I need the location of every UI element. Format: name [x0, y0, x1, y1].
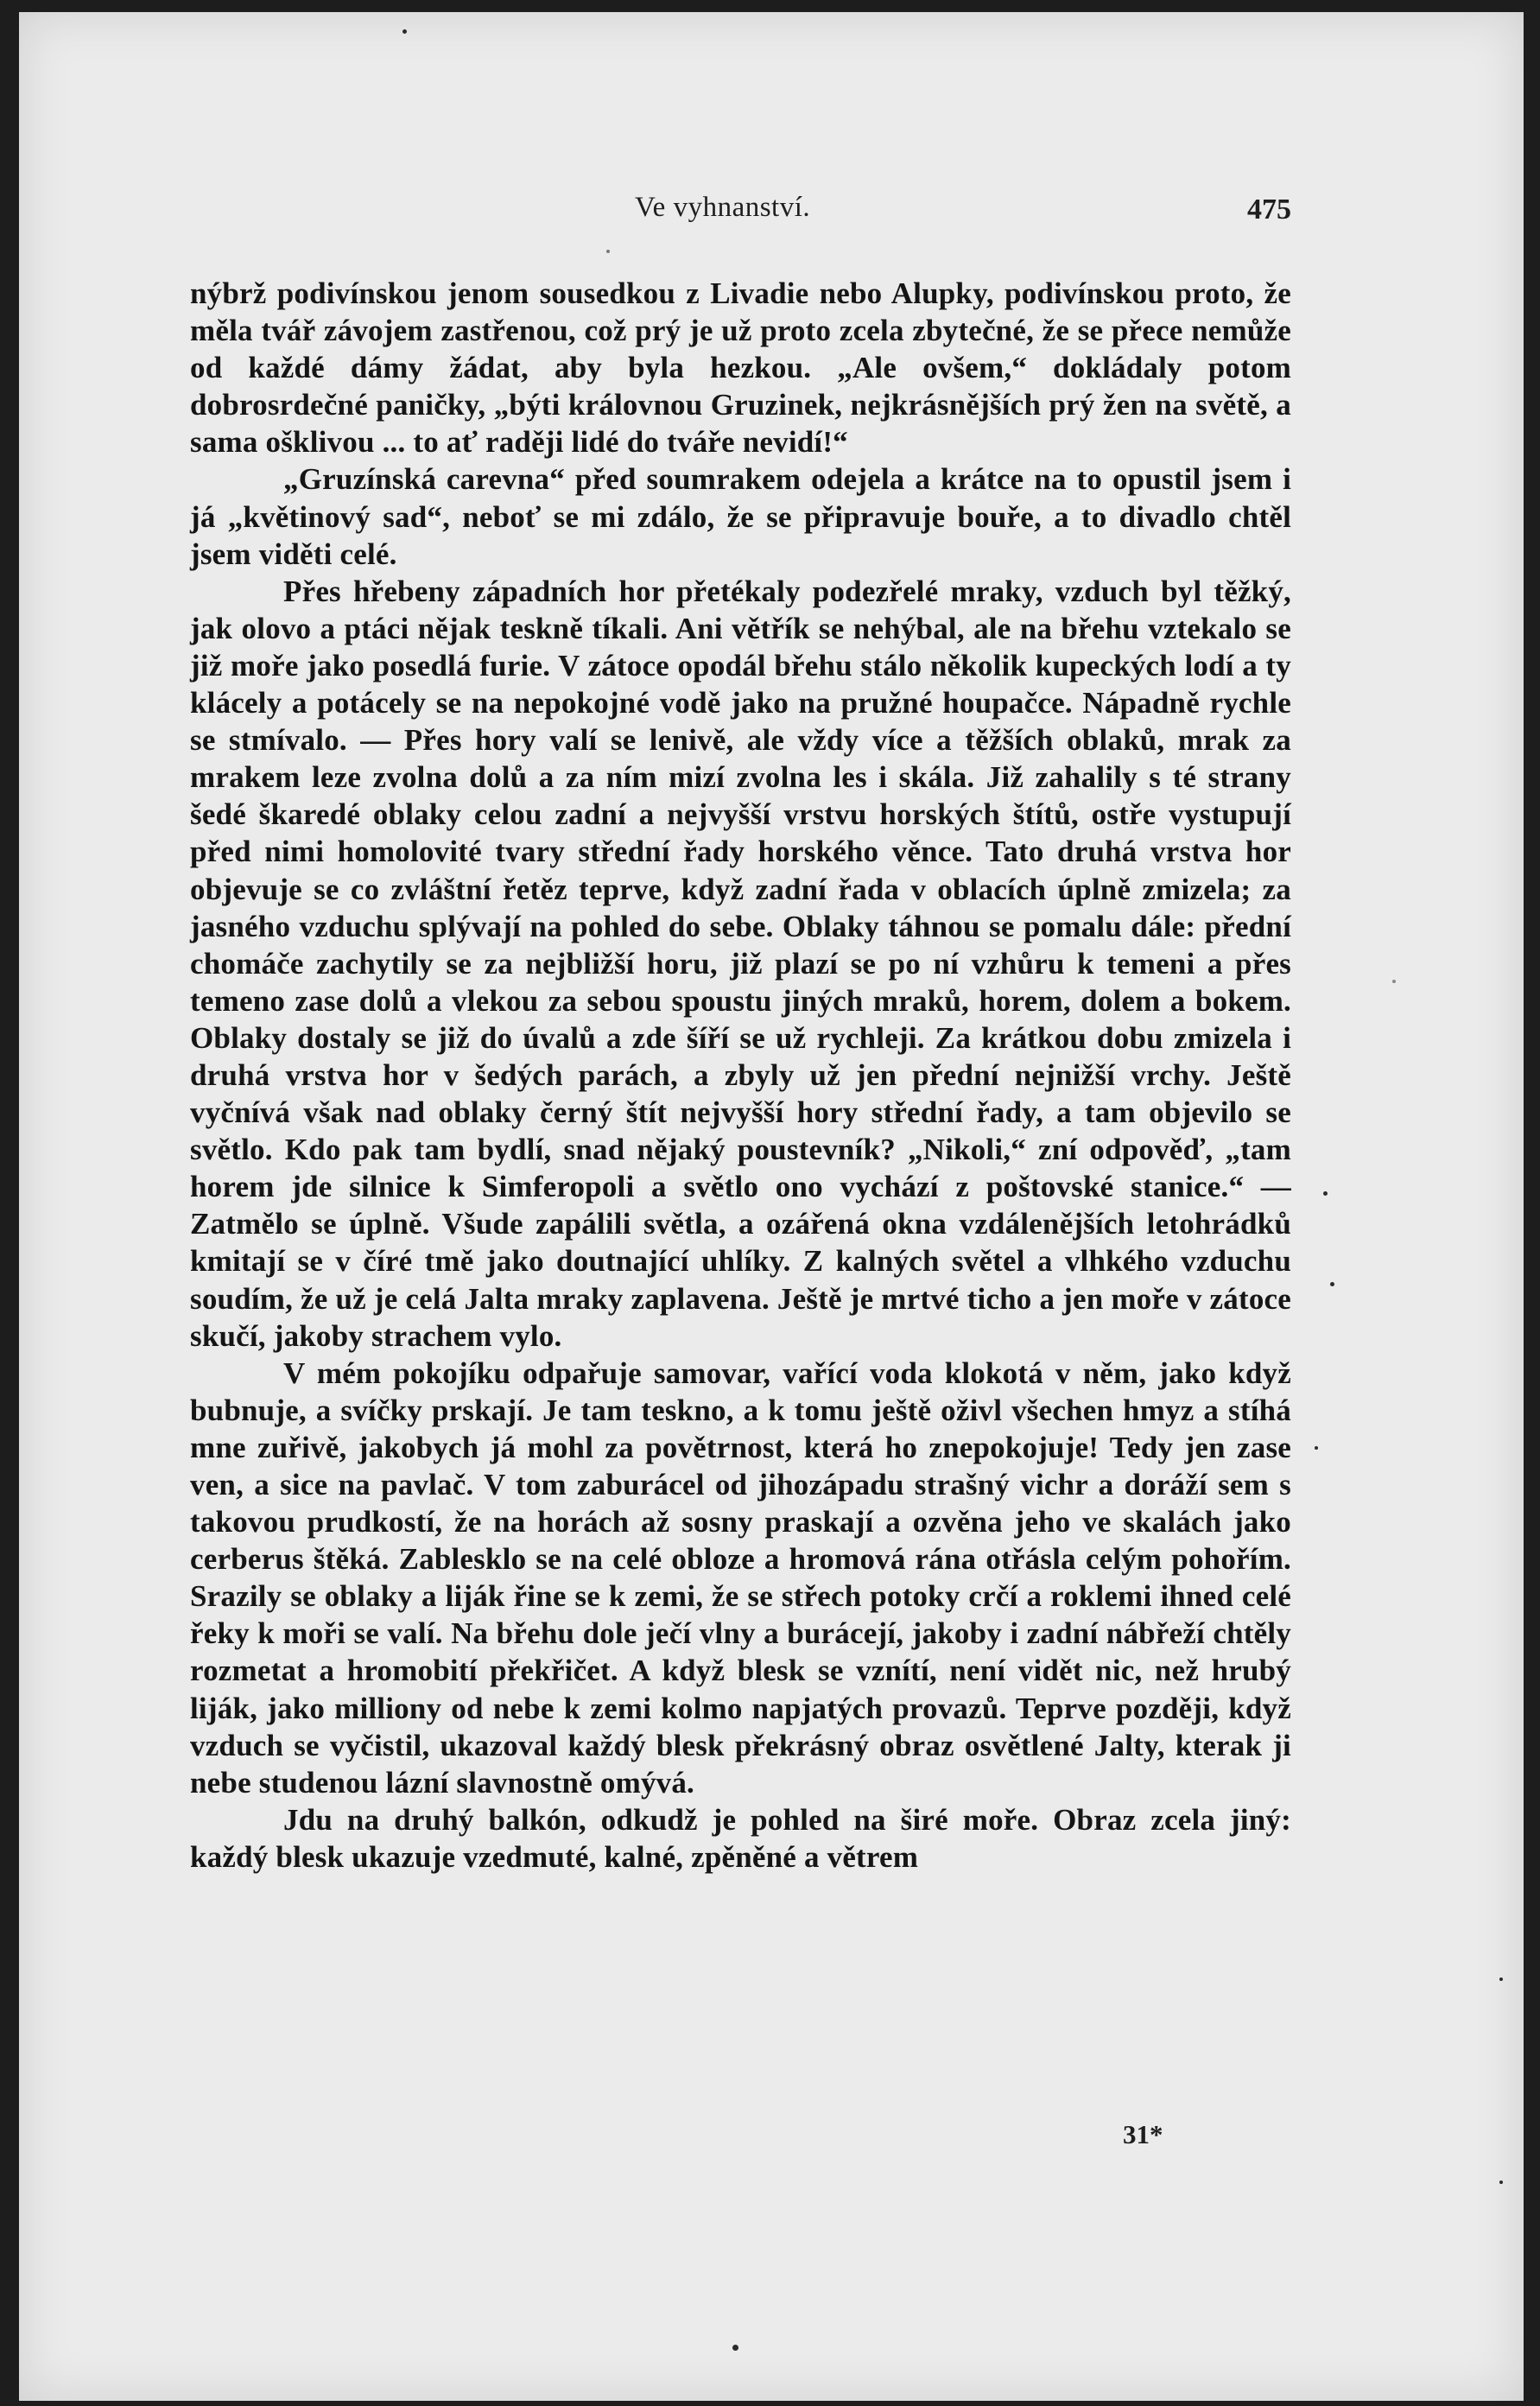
ink-speck	[1392, 980, 1396, 983]
running-title: Ve vyhnanství.	[635, 192, 811, 223]
paragraph: Jdu na druhý balkón, odkudž je pohled na širé moře. Obraz zcela jiný: každý blesk ukazuje vzedmuté, kalné, zpěněné a větrem	[190, 1802, 1291, 1874]
signature-mark: 31*	[1123, 2119, 1163, 2149]
paragraph: Přes hřebeny západních hor přetékaly podezřelé mraky, vzduch byl těžký, jak olovo a ptáci nějak teskně tíkali. Ani větřík se nehýbal, ale na břehu vztekalo se již moře jako posedlá furie. V zátoce opodál břehu stálo několik kupeckých lodí a ty klácely a potácely se na nepokojné vodě jako na pružné houpačce. Nápadně rychle se stmívalo. — Přes hory valí se lenivě, ale vždy více a těžších oblaků, mrak za mrakem leze zvolna dolů a za ním mizí zvolna les i skála. Již zahalily s té strany šedé škaredé oblaky celou zadní a nejvyšší vrstvu horských štítů, ostře vystupují před nimi homolovité tvary střední řady horského věnce. Tato druhá vrstva hor objevuje se co zvláštní řetěz teprve, když zadní řada v oblacích úplně zmizela; za jasného vzduchu splývají na pohled do sebe. Oblaky táhnou se pomalu dále: přední chomáče zachytily se za nejbližší horu, již plazí se po ní vzhůru k temeni a přes temeno zase dolů a vlekou za sebou spoustu jiných mraků, horem, dolem a bokem. Oblaky dostaly se již do úvalů a zde šíří se už rychleji. Za krátkou dobu zmizela i druhá vrstva hor v šedých parách, a zbyly už jen přední nejnižší vrchy. Ještě vyčnívá však nad oblaky černý štít nejvyšší hory střední řady, a tam objevilo se světlo. Kdo pak tam bydlí, snad nějaký poustevník? „Nikoli,“ zní odpověď, „tam horem jde silnice k Simferopoli a světlo ono vychází z poštovské stanice.“ — Zatmělo se úplně. Všude zapálili světla, a ozářená okna vzdálenějších letohrádků kmitají se v číré tmě jako doutnající uhlíky. Z kalných světel a vlhkého vzduchu soudím, že už je celá Jalta mraky zaplavena. Ještě je mrtvé ticho a jen moře v zátoce skučí, jakoby strachem vylo.	[190, 574, 1291, 1353]
ink-speck	[1323, 1191, 1328, 1196]
paragraph: V mém pokojíku odpařuje samovar, vařící voda klokotá v něm, jako když bubnuje, a svíčky prskají. Je tam teskno, a k tomu ještě oživl všechen hmyz a stíhá mne zuřivě, jakobych já mohl za povětrnost, která ho znepokojuje! Tedy jen zase ven, a sice na pavlač. V tom zaburácel od jihozápadu strašný vichr a doráží sem s takovou prudkostí, že na horách až sosny praskají a ozvěna jeho ve skalách jako cerberus štěká. Zablesklo se na celé obloze a hromová rána otřásla celým pohořím. Srazily se oblaky a liják řine se k zemi, že se střech potoky crčí a roklemi ihned celé řeky k moři se valí. Na břehu dole ječí vlny a burácejí, jakoby i zadní nábřeží chtěly rozmetat a hromobití překřičet. A když blesk se vznítí, není vidět nic, než hrubý liják, jako milliony od nebe k zemi kolmo napjatých provazů. Teprve později, když vzduch se vyčistil, ukazoval každý blesk překrásný obraz osvětlené Jalty, kterak ji nebe studenou lázní slavnostně omývá.	[190, 1355, 1291, 1800]
paragraph: „Gruzínská carevna“ před soumrakem odejela a krátce na to opustil jsem i já „květinový sad“, neboť se mi zdálo, že se připravuje bouře, a to divadlo chtěl jsem viděti celé.	[190, 462, 1291, 571]
ink-speck	[732, 2345, 738, 2351]
body-text	[190, 275, 1291, 1876]
ink-speck	[402, 29, 407, 34]
page-number: 475	[1247, 194, 1291, 225]
ink-speck	[1499, 1977, 1503, 1981]
ink-speck	[1315, 1446, 1318, 1450]
page-header	[190, 192, 1291, 235]
ink-speck	[606, 250, 610, 253]
paragraph: nýbrž podivínskou jenom sousedkou z Livadie nebo Alupky, podivínskou proto, že měla tvář závojem zastřenou, což prý je už proto zcela zbytečné, že se přece nemůže od každé dámy žádat, aby byla hezkou. „Ale ovšem,“ dokládaly potom dobrosrdečné paničky, „býti královnou Gruzinek, nejkrásnějších prý žen na světě, a sama ošklivou ... to ať raději lidé do tváře nevidí!“	[190, 276, 1291, 460]
ink-speck	[1499, 2181, 1503, 2184]
ink-speck	[1330, 1282, 1334, 1286]
